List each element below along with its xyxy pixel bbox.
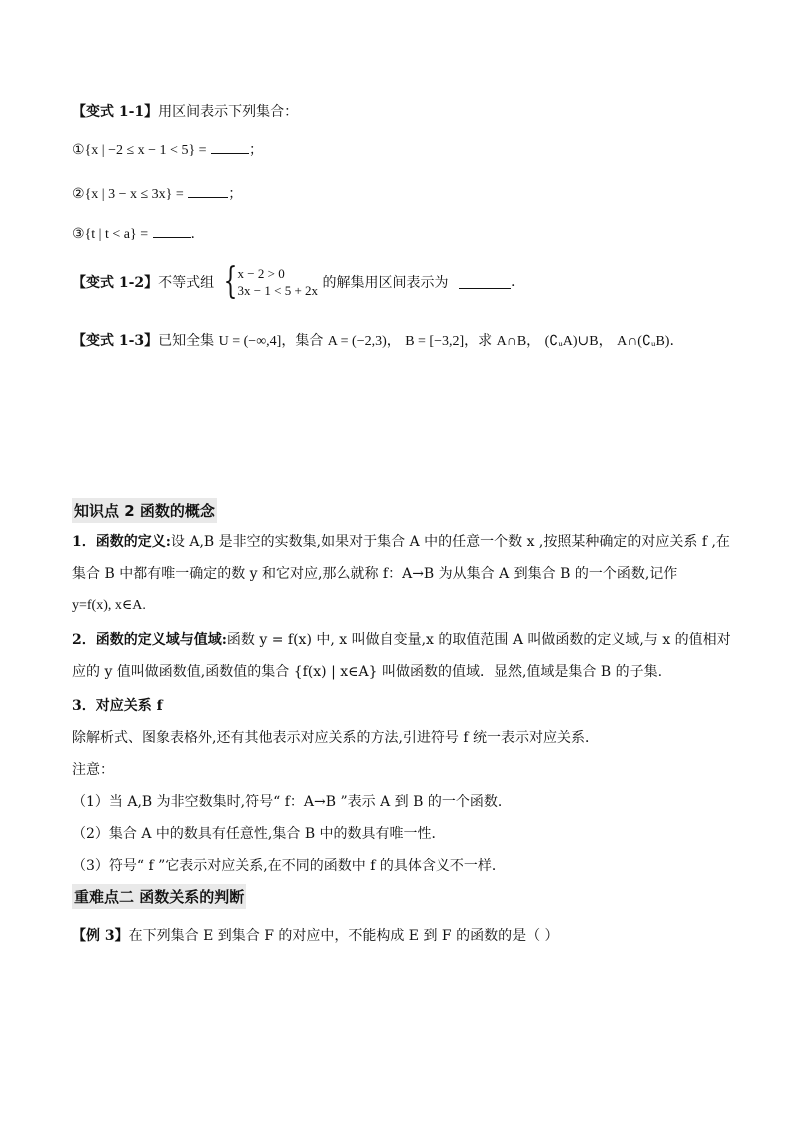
set-expression: {x | 3 − x ≤ 3x} = (84, 187, 184, 202)
text-segment: 已知全集 (158, 333, 215, 349)
text-segment: ，集合 (281, 333, 324, 349)
set-b: B = [−3,2] (405, 334, 465, 349)
variant-1-1-item-3 (72, 225, 195, 243)
variant-prompt: 用区间表示下列集合： (158, 104, 299, 120)
answer-blank[interactable] (211, 141, 249, 154)
domain-line-1 (72, 624, 732, 656)
note-item: （2）集合 A 中的数具有任意性,集合 B 中的数具有唯一性． (72, 826, 446, 842)
set-a: A = (−2,3) (327, 334, 387, 349)
variant-suffix: 的解集用区间表示为 (322, 275, 449, 291)
set-expression: {x | −2 ≤ x − 1 < 5} = (84, 143, 207, 158)
variant-1-2 (72, 261, 516, 302)
note-item: （3）符号“ f ”它表示对应关系,在不同的函数中 f 的具体含义不一样． (72, 858, 506, 874)
variant-prompt: 不等式组 (158, 275, 215, 291)
inequality-line-2: 3x − 1 < 5 + 2x (237, 283, 319, 298)
note-label: 注意： (72, 762, 114, 778)
item-end: ； (228, 186, 243, 202)
text-segment: ，求 (464, 333, 493, 349)
relation-block (72, 690, 732, 882)
domain-range-block (72, 624, 732, 688)
domain-label: 2．函数的定义域与值域: (72, 632, 227, 648)
variant-end: . (510, 274, 516, 290)
query-intersection: A∩B (496, 334, 527, 349)
domain-text: 函数 y = f(x) 中, x 叫做自变量,x 的取值范围 A 叫做函数的定义域,与 x 的值相对 (226, 632, 731, 648)
function-definition-line-3: y=f(x), x∈A. (72, 598, 146, 613)
answer-blank[interactable] (153, 225, 191, 238)
answer-blank[interactable] (188, 185, 228, 198)
answer-blank[interactable] (459, 276, 511, 289)
item-number: ② (72, 186, 85, 202)
universal-set: U = (−∞,4] (218, 334, 282, 349)
variant-end: . (669, 333, 674, 349)
section-title-difficulty-2: 重难点二 函数关系的判断 (72, 884, 246, 909)
section-title-knowledge-2: 知识点 2 函数的概念 (72, 498, 217, 523)
variant-tag: 【变式 1-1】 (72, 104, 159, 120)
function-definition-block (72, 526, 732, 622)
function-definition-line-2: 集合 B 中都有唯一确定的数 y 和它对应,那么就称 f：A→B 为从集合 A 到集合 B 的一个函数,记作 (72, 566, 678, 582)
domain-line-2: 应的 y 值叫做函数值,函数值的集合 {f(x) | x∈A} 叫做函数的值域．显然,值域是集合 B 的子集. (72, 664, 663, 680)
definition-text: 设 A,B 是非空的实数集,如果对于集合 A 中的任意一个数 x ,按照某种确定的对应关系 f ,在 (170, 534, 730, 550)
example-3 (72, 925, 559, 945)
left-brace-icon: { (223, 261, 237, 302)
query-complement-union: (∁ᵤA)∪B (544, 334, 599, 349)
note-item: （1）当 A,B 为非空数集时,符号“ f：A→B ”表示 A 到 B 的一个函数． (72, 794, 512, 810)
variant-tag: 【变式 1-3】 (72, 333, 159, 349)
item-end: ； (249, 142, 264, 158)
relation-text: 除解析式、图象表格外,还有其他表示对应关系的方法,引进符号 f 统一表示对应关系． (72, 730, 599, 746)
query-complement-intersection: A∩(∁ᵤB) (617, 334, 670, 349)
separator: ， (598, 333, 613, 349)
inequality-line-1: x − 2 > 0 (237, 266, 285, 281)
separator: ， (526, 333, 541, 349)
inequality-system (219, 261, 319, 302)
variant-1-1-item-2 (72, 183, 242, 203)
variant-1-3 (72, 330, 674, 350)
variant-tag: 【变式 1-2】 (72, 275, 159, 291)
item-number: ① (72, 142, 85, 158)
example-tag: 【例 3】 (72, 928, 129, 944)
item-number: ③ (72, 226, 85, 242)
variant-1-1-header (72, 101, 298, 121)
separator: ， (386, 333, 401, 349)
relation-label: 3．对应关系 f (72, 698, 163, 714)
function-definition-line-1 (72, 526, 732, 558)
variant-1-1-item-1 (72, 139, 263, 159)
example-text: 在下列集合 E 到集合 F 的对应中，不能构成 E 到 F 的函数的是（ ） (128, 928, 559, 944)
item-end: . (190, 226, 195, 242)
set-expression: {t | t < a} = (84, 227, 149, 242)
definition-label: 1．函数的定义: (72, 534, 171, 550)
